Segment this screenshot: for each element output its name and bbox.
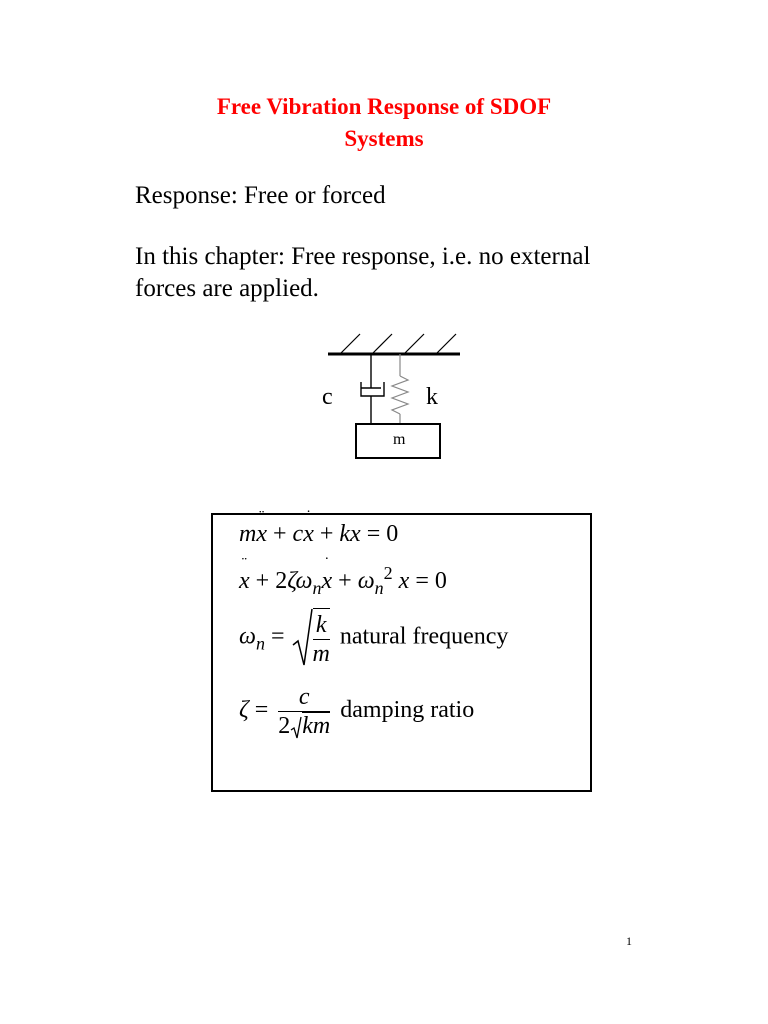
ground-hatch bbox=[340, 334, 456, 354]
page-number: 1 bbox=[626, 934, 632, 948]
equation-box bbox=[211, 508, 592, 792]
damper-label: c bbox=[322, 384, 333, 410]
eq2-two: 2 bbox=[275, 568, 288, 594]
paragraph-response: Response: Free or forced bbox=[135, 182, 386, 209]
spring bbox=[392, 354, 408, 424]
natural-frequency-label: natural frequency bbox=[339, 623, 509, 650]
title-line-1: Free Vibration Response of SDOF bbox=[216, 94, 552, 119]
eq4-den-radicand: km bbox=[302, 713, 331, 739]
damping-ratio-label: damping ratio bbox=[340, 697, 475, 724]
mass-label: m bbox=[393, 431, 406, 448]
eq2-sub-n2: n bbox=[374, 577, 384, 598]
damping-ratio-fraction bbox=[278, 683, 330, 740]
sdof-diagram bbox=[300, 328, 500, 468]
paragraph-chapter-line-2: forces are applied. bbox=[135, 275, 319, 302]
title-line-2: Systems bbox=[344, 126, 424, 151]
spring-label: k bbox=[426, 384, 438, 410]
damping-ratio-equation: ζ = $\frac{c}{2 km}$ damping ratio bbox=[239, 684, 475, 739]
eq4-numerator: c bbox=[278, 683, 330, 712]
eq2-sub-n: n bbox=[312, 577, 322, 598]
natural-frequency-equation: $\omega_n$ = $\frac{k}{m}$ natural frequency bbox=[239, 607, 508, 669]
damper bbox=[361, 354, 384, 424]
eq2-power: 2 bbox=[383, 563, 393, 583]
normalized-equation: ¨ $x + 2\zeta\omega_n$ ˙ $x + \omega_n^2$ x = 0 bbox=[239, 555, 447, 598]
equation-of-motion: m ¨ x + c ˙ x + kx = 0 bbox=[239, 508, 399, 547]
eq4-den-coef: 2 bbox=[278, 713, 291, 739]
eq3-sub-n: n bbox=[255, 633, 265, 654]
eq2-zero: 0 bbox=[434, 568, 447, 594]
paragraph-chapter-line-1: In this chapter: Free response, i.e. no external bbox=[135, 243, 591, 270]
eq3-denominator: m bbox=[312, 641, 330, 667]
eq3-numerator: k bbox=[313, 611, 330, 640]
eq1-zero: 0 bbox=[386, 521, 399, 547]
sqrt-k-over-m bbox=[291, 607, 334, 669]
